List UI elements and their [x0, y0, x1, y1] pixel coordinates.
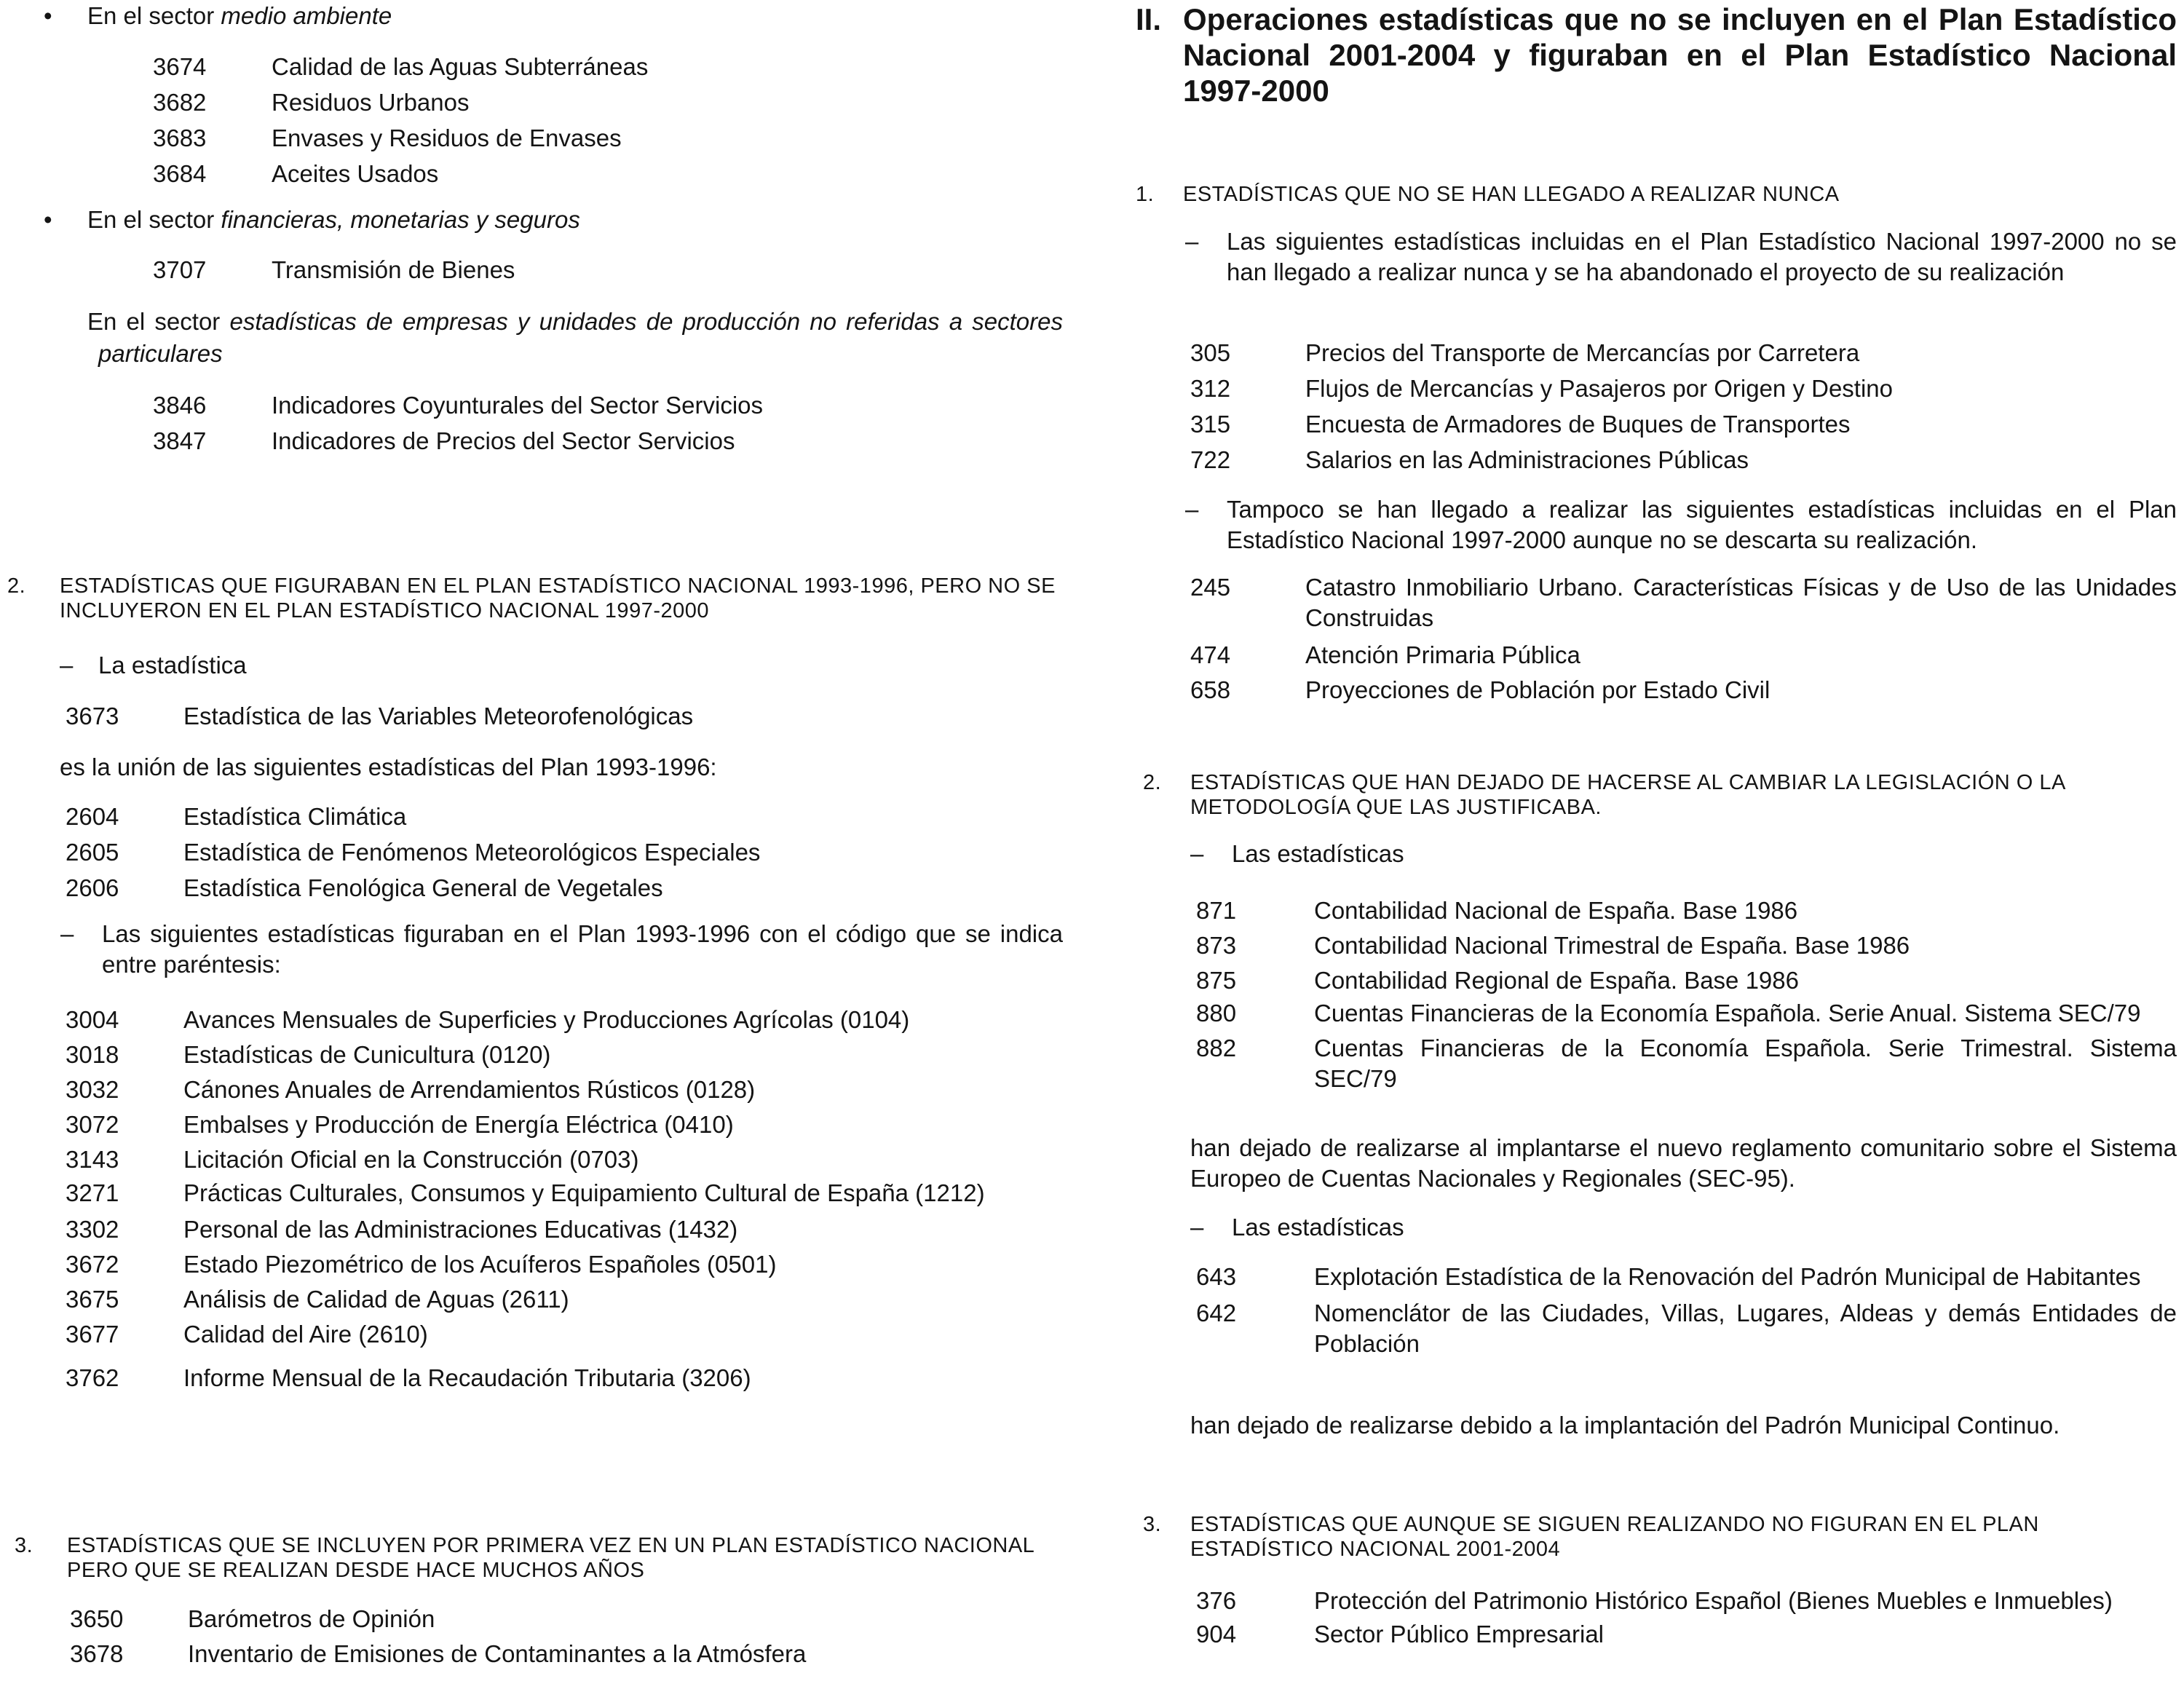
section-number: 2. [7, 574, 26, 598]
list-item [1196, 998, 2177, 1029]
list-item [153, 84, 1063, 120]
item-title: Cuentas Financieras de la Economía Española. Serie Trimestral. Sistema SEC/79 [1314, 1035, 2177, 1092]
item-code: 3707 [153, 256, 207, 283]
tampoco-list [1190, 572, 2177, 708]
bullet-emphasis: medio ambiente [221, 2, 392, 29]
section-3-heading [0, 1533, 1063, 1583]
list-item [66, 701, 1063, 732]
text-sec95: han dejado de realizarse al implantarse el nuevo reglamento comunitario sobre el Sistema Europeo de Cuentas Nacionales y Regionales (SEC-95). [1190, 1134, 2177, 1192]
sec3-list [70, 1603, 1063, 1670]
section-title: ESTADÍSTICAS QUE AUNQUE SE SIGUEN REALIZANDO NO FIGURAN EN EL PLAN ESTADÍSTICO NACIONAL 2001-2004 [1190, 1513, 2039, 1561]
item-title: Flujos de Mercancías y Pasajeros por Origen y Destino [1305, 375, 1894, 402]
list-item [1196, 1262, 2177, 1292]
list-item [66, 1142, 1063, 1177]
item-title: Aceites Usados [272, 160, 439, 187]
section-2-heading [0, 574, 1063, 623]
list-item [70, 1638, 1063, 1670]
item-code: 3004 [66, 1006, 119, 1033]
dash-nunca: – Las siguientes estadísticas incluidas en el Plan Estadístico Nacional 1997-2000 no se han llegado a realizar nunca y se ha abandonado el proyecto de su realización [1185, 228, 2177, 285]
item-code: 873 [1196, 932, 1237, 959]
list-item [1196, 928, 2177, 963]
item-title: Precios del Transporte de Mercancías por Carretera [1305, 339, 1860, 366]
list-item [153, 255, 1063, 285]
list-item [66, 870, 1063, 906]
item-title: Calidad del Aire (2610) [183, 1321, 428, 1348]
bullet-prefix: En el sector [87, 206, 221, 233]
nunca-list [1190, 335, 2177, 478]
list-item [1196, 1033, 2177, 1094]
item-code: 245 [1190, 574, 1231, 601]
dash-estadisticas-1: – Las estadísticas [1190, 840, 1404, 867]
dash-text: La estadística [98, 652, 247, 679]
dash-text: Las estadísticas [1232, 840, 1404, 867]
item-title: Cánones Anuales de Arrendamientos Rústicos (0128) [183, 1076, 756, 1103]
item-title: Inventario de Emisiones de Contaminantes a la Atmósfera [188, 1640, 807, 1667]
item-code: 880 [1196, 1000, 1237, 1027]
item-title: Estadísticas de Cunicultura (0120) [183, 1041, 551, 1068]
item-title: Envases y Residuos de Envases [272, 124, 622, 151]
list-item [66, 1002, 1063, 1037]
dash-intro: – La estadística [60, 652, 247, 679]
item-title: Encuesta de Armadores de Buques de Transportes [1305, 411, 1851, 438]
union-list [66, 799, 1063, 906]
section-number: 2. [1143, 771, 1162, 794]
item-code: 3072 [66, 1111, 119, 1138]
list-item [66, 1282, 1063, 1317]
item-code: 3032 [66, 1076, 119, 1103]
section-title: ESTADÍSTICAS QUE FIGURABAN EN EL PLAN ESTADÍSTICO NACIONAL 1993-1996, PERO NO SE INCLUYERON EN EL PLAN ESTADÍSTICO NACIONAL 1997-2000 [60, 574, 1056, 622]
item-title: Estadística de las Variables Meteorofenológicas [183, 703, 694, 729]
item-code: 3143 [66, 1146, 119, 1173]
item-code: 305 [1190, 339, 1231, 366]
section-title: ESTADÍSTICAS QUE SE INCLUYEN POR PRIMERA VEZ EN UN PLAN ESTADÍSTICO NACIONAL PERO QUE SE REALIZAN DESDE HACE MUCHOS AÑOS [67, 1534, 1034, 1582]
item-title: Contabilidad Nacional Trimestral de España. Base 1986 [1314, 932, 1910, 959]
section-number: 3. [15, 1534, 33, 1557]
list-item [66, 1317, 1063, 1352]
list-item [70, 1603, 1063, 1635]
dash-tampoco: – Tampoco se han llegado a realizar las siguientes estadísticas incluidas en el Plan Estadístico Nacional 1997-2000 aunque no se descarta su realización. [1185, 496, 2177, 553]
list-financieras [153, 255, 1063, 285]
item-title: Nomenclátor de las Ciudades, Villas, Lugares, Aldeas y demás Entidades de Población [1314, 1300, 2177, 1357]
item-title: Catastro Inmobiliario Urbano. Características Físicas y de Uso de las Unidades Construidas [1305, 574, 2177, 631]
bullet-financieras [0, 204, 1063, 236]
list-item [1190, 406, 2177, 442]
item-title: Calidad de las Aguas Subterráneas [272, 53, 649, 80]
list-empresas [153, 387, 1063, 459]
list-item [153, 120, 1063, 156]
bullet-medio-ambiente [0, 0, 1063, 32]
item-title: Contabilidad Regional de España. Base 1986 [1314, 967, 1799, 994]
part-number: II. [1136, 2, 1162, 36]
list-item [66, 799, 1063, 834]
list-item [66, 1177, 1063, 1209]
item-code: 3672 [66, 1251, 119, 1278]
item-code: 904 [1196, 1621, 1237, 1648]
list-item [1196, 1619, 2177, 1650]
dash-text: Las estadísticas [1232, 1214, 1404, 1241]
list-item [1196, 1298, 2177, 1359]
item-code: 3684 [153, 160, 207, 187]
item-title: Avances Mensuales de Superficies y Producciones Agrícolas (0104) [183, 1006, 910, 1033]
list-item [1196, 893, 2177, 928]
figuraban-list [66, 1002, 1063, 1396]
item-code: 3673 [66, 703, 119, 729]
item-code: 642 [1196, 1300, 1237, 1326]
part-title: Operaciones estadísticas que no se incluyen en el Plan Estadístico Nacional 2001-2004 y figuraban en el Plan Estadístico Nacional 1997-2000 [1183, 2, 2177, 108]
item-code: 643 [1196, 1263, 1237, 1290]
item-code: 882 [1196, 1035, 1237, 1061]
bullet-icon [0, 204, 87, 236]
item-code: 3682 [153, 89, 207, 116]
item-title: Estadística de Fenómenos Meteorológicos Especiales [183, 839, 761, 866]
part-ii-heading [1136, 1, 2177, 108]
section-title: ESTADÍSTICAS QUE HAN DEJADO DE HACERSE AL CAMBIAR LA LEGISLACIÓN O LA METODOLOGÍA QUE LAS JUSTIFICABA. [1190, 771, 2065, 819]
item-title: Cuentas Financieras de la Economía Española. Serie Anual. Sistema SEC/79 [1314, 1000, 2141, 1027]
bullet-icon [0, 0, 87, 32]
list-item [1190, 335, 2177, 371]
item-code: 3846 [153, 392, 207, 419]
item-title: Informe Mensual de la Recaudación Tributaria (3206) [183, 1364, 751, 1391]
union-text: es la unión de las siguientes estadísticas del Plan 1993-1996: [60, 754, 717, 780]
list-item [1190, 673, 2177, 708]
item-code: 3302 [66, 1216, 119, 1243]
section-number: 1. [1136, 183, 1155, 206]
item-code: 871 [1196, 897, 1237, 924]
item-code: 2604 [66, 803, 119, 830]
list-item [66, 1037, 1063, 1072]
item-title: Residuos Urbanos [272, 89, 470, 116]
list-item [1190, 371, 2177, 406]
sec-list-2 [1196, 1262, 2177, 1359]
item-title: Estado Piezométrico de los Acuíferos Españoles (0501) [183, 1251, 777, 1278]
item-code: 3847 [153, 427, 207, 454]
list-item [66, 1247, 1063, 1282]
section-number: 3. [1143, 1513, 1162, 1536]
section-1-heading [1136, 182, 2177, 207]
section-2-heading [1136, 770, 2177, 820]
item-code: 315 [1190, 411, 1231, 438]
bullet-emphasis: estadísticas de empresas y unidades de producción no referidas a sectores particulares [98, 308, 1063, 367]
item-title: Indicadores de Precios del Sector Servicios [272, 427, 735, 454]
item-code: 3677 [66, 1321, 119, 1348]
item-code: 3762 [66, 1364, 119, 1391]
item-title: Salarios en las Administraciones Públicas [1305, 446, 1749, 473]
dash-estadisticas-2: – Las estadísticas [1190, 1214, 1404, 1241]
list-medio-ambiente [153, 49, 1063, 191]
item-code: 2605 [66, 839, 119, 866]
bullet-prefix: En el sector [87, 308, 230, 335]
item-title: Contabilidad Nacional de España. Base 1986 [1314, 897, 1798, 924]
item-code: 3018 [66, 1041, 119, 1068]
bullet-icon [0, 306, 87, 338]
section-title: ESTADÍSTICAS QUE NO SE HAN LLEGADO A REALIZAR NUNCA [1183, 183, 1840, 206]
item-code: 3674 [153, 53, 207, 80]
list-item [1196, 963, 2177, 998]
item-title: Personal de las Administraciones Educativas (1432) [183, 1216, 738, 1243]
dash-figuraban: – Las siguientes estadísticas figuraban en el Plan 1993-1996 con el código que se indica entre paréntesis: [60, 920, 1063, 978]
item-title: Prácticas Culturales, Consumos y Equipamiento Cultural de España (1212) [183, 1179, 985, 1206]
dash-text: Tampoco se han llegado a realizar las siguientes estadísticas incluidas en el Plan Estadístico Nacional 1997-2000 aunque no se descarta su realización. [1227, 496, 2177, 553]
list-item [66, 1361, 1063, 1396]
list-item [153, 156, 1063, 191]
item-title: Licitación Oficial en la Construcción (0703) [183, 1146, 639, 1173]
list-item [153, 49, 1063, 84]
item-title: Análisis de Calidad de Aguas (2611) [183, 1286, 569, 1313]
item-code: 3683 [153, 124, 207, 151]
dash-text: Las siguientes estadísticas incluidas en el Plan Estadístico Nacional 1997-2000 no se han llegado a realizar nunca y se ha abandonado el proyecto de su realización [1227, 228, 2177, 285]
bullet-empresas [0, 306, 1063, 370]
list-item [1196, 1586, 2177, 1616]
sec-list-1 [1196, 893, 2177, 1094]
list-item [66, 1107, 1063, 1142]
item-code: 3678 [70, 1640, 124, 1667]
sec3-list [1196, 1586, 2177, 1650]
item-title: Explotación Estadística de la Renovación del Padrón Municipal de Habitantes [1314, 1263, 2141, 1290]
list-item [1190, 442, 2177, 478]
item-code: 312 [1190, 375, 1231, 402]
item-title: Atención Primaria Pública [1305, 641, 1580, 668]
list-item [66, 1072, 1063, 1107]
section-3-heading [1136, 1512, 2177, 1562]
item-title: Barómetros de Opinión [188, 1605, 435, 1632]
item-code: 2606 [66, 874, 119, 901]
list-item [153, 423, 1063, 459]
item-code: 658 [1190, 676, 1231, 703]
item-code: 3650 [70, 1605, 124, 1632]
list-item [1190, 572, 2177, 633]
bullet-emphasis: financieras, monetarias y seguros [221, 206, 580, 233]
item-code: 376 [1196, 1587, 1237, 1614]
item-title: Indicadores Coyunturales del Sector Servicios [272, 392, 764, 419]
dash-text: Las siguientes estadísticas figuraban en el Plan 1993-1996 con el código que se indica entre paréntesis: [102, 920, 1063, 978]
bullet-prefix: En el sector [87, 2, 221, 29]
item-title: Sector Público Empresarial [1314, 1621, 1604, 1648]
item-title: Protección del Patrimonio Histórico Español (Bienes Muebles e Inmuebles) [1314, 1587, 2113, 1614]
item-title: Estadística Climática [183, 803, 407, 830]
item-title: Estadística Fenológica General de Vegetales [183, 874, 663, 901]
item-code: 3675 [66, 1286, 119, 1313]
list-item [1190, 638, 2177, 673]
list-item [153, 387, 1063, 423]
item-title: Proyecciones de Población por Estado Civil [1305, 676, 1770, 703]
item-title: Embalses y Producción de Energía Eléctrica (0410) [183, 1111, 734, 1138]
item-code: 474 [1190, 641, 1231, 668]
list-item [66, 1212, 1063, 1247]
item-code: 722 [1190, 446, 1231, 473]
text-padron: han dejado de realizarse debido a la implantación del Padrón Municipal Continuo. [1190, 1412, 2060, 1439]
item-title: Transmisión de Bienes [272, 256, 515, 283]
item-code: 3271 [66, 1179, 119, 1206]
list-item [66, 834, 1063, 870]
item-code: 875 [1196, 967, 1237, 994]
main-item [66, 701, 1063, 732]
